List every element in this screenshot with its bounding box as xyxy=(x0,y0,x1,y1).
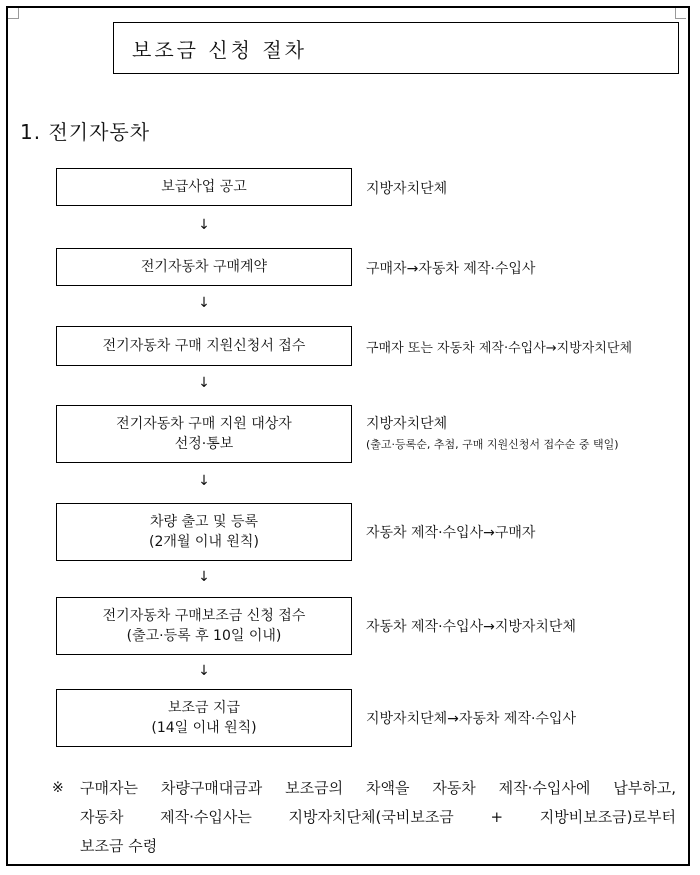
step-actor: 구매자 또는 자동차 제작·수입사→지방자치단체 xyxy=(366,341,633,356)
note-line: 보조금 수령 xyxy=(80,837,158,855)
step-line: 선정·통보 xyxy=(174,436,234,452)
step-box-announcement xyxy=(56,168,352,206)
step-line: 전기자동차 구매보조금 신청 접수 xyxy=(102,608,306,624)
down-arrow-icon: ↓ xyxy=(198,473,210,489)
step-line: 전기자동차 구매계약 xyxy=(140,259,268,275)
step-line: (출고·등록 후 10일 이내) xyxy=(126,628,282,644)
step-actor: 구매자→자동차 제작·수입사 xyxy=(366,261,536,277)
reference-mark-icon: ※ xyxy=(52,780,64,796)
step-actor-note: (출고·등록순, 추첨, 구매 지원신청서 접수순 중 택일) xyxy=(366,438,619,451)
down-arrow-icon: ↓ xyxy=(198,375,210,391)
step-actor: 지방자치단체 xyxy=(366,416,448,432)
step-box-subsidy-payment xyxy=(56,689,352,747)
step-actor: 자동차 제작·수입사→구매자 xyxy=(366,525,536,541)
down-arrow-icon: ↓ xyxy=(198,295,210,311)
note-line: 구매자는 차량구매대금과 보조금의 차액을 자동차 제작·수입사에 납부하고, xyxy=(80,779,676,797)
step-actor: 지방자치단체 xyxy=(366,181,448,197)
step-actor: 지방자치단체→자동차 제작·수입사 xyxy=(366,711,576,727)
step-line: (14일 이내 원칙) xyxy=(151,720,257,736)
corner-mark-top-left xyxy=(8,8,19,19)
document-title: 보조금 신청 절차 xyxy=(113,22,679,74)
down-arrow-icon: ↓ xyxy=(198,569,210,585)
down-arrow-icon: ↓ xyxy=(198,663,210,679)
step-line: 보급사업 공고 xyxy=(161,179,247,195)
step-line: (2개월 이내 원칙) xyxy=(149,534,259,550)
note-line: 자동차 제작·수입사는 지방자치단체(국비보조금 + 지방비보조금)로부터 xyxy=(80,808,676,826)
section-heading: 1. 전기자동차 xyxy=(20,120,151,144)
corner-mark-top-right xyxy=(675,8,686,19)
step-box-application-receipt xyxy=(56,326,352,366)
step-actor: 자동차 제작·수입사→지방자치단체 xyxy=(366,619,576,635)
step-line: 전기자동차 구매 지원 대상자 xyxy=(116,416,292,432)
step-box-selection-notice xyxy=(56,405,352,463)
down-arrow-icon: ↓ xyxy=(198,217,210,233)
step-line: 전기자동차 구매 지원신청서 접수 xyxy=(102,338,306,354)
step-box-subsidy-application xyxy=(56,597,352,655)
step-line: 보조금 지급 xyxy=(167,700,241,716)
step-line: 차량 출고 및 등록 xyxy=(149,514,259,530)
step-box-delivery-registration xyxy=(56,503,352,561)
step-box-purchase-contract xyxy=(56,248,352,286)
